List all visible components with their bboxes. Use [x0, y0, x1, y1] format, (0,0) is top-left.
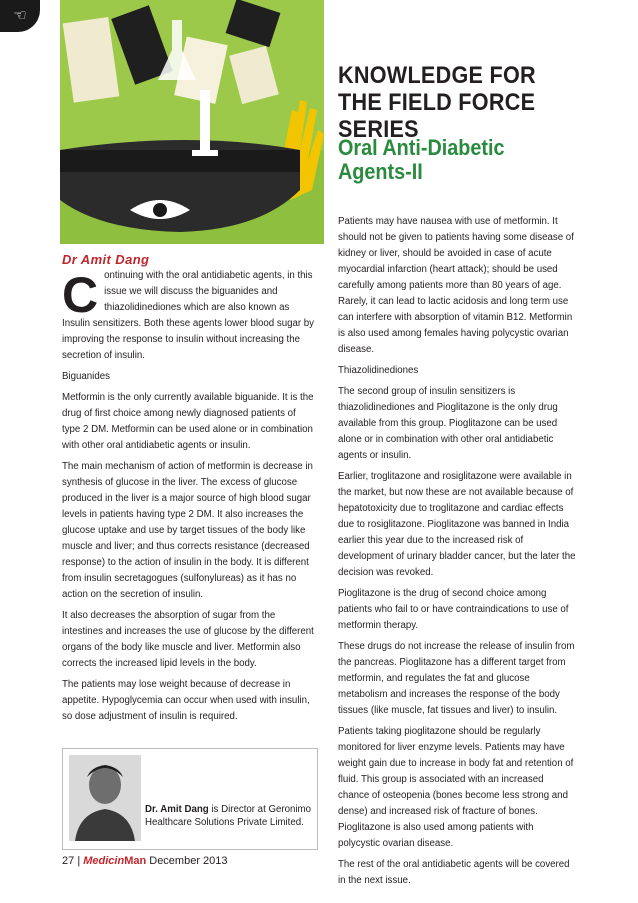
bio-name: Dr. Amit Dang: [145, 804, 209, 815]
header-illustration: [60, 0, 324, 244]
paragraph: The second group of insulin sensitizers is thiazolidinediones and Pioglitazone is the only drug available from this group. Pioglitazone can be used alone or in combination with other oral antidiabetic agents or insulin.: [338, 386, 558, 461]
magazine-brand-part1: Medicin: [83, 855, 125, 867]
author-byline: Dr Amit Dang: [62, 252, 150, 267]
intro-paragraph: [62, 268, 315, 364]
paragraph: These drugs do not increase the release of insulin from the pancreas. Pioglitazone has a different target from metformin, and regulates the fat and glucose metabolism and increases the response of the body tissues (like muscle, fat tissues and liver) to insulin.: [338, 641, 575, 716]
paragraph: Earlier, troglitazone and rosiglitazone were available in the market, but now these are not available because of hepatotoxicity due to troglitazone and cardiac effects due to rosiglitazone. Pioglitazone was banned in India earlier this year due to the increased risk of development of urinary bladder cancer, but the later the decision was revoked.: [338, 471, 576, 578]
bio-description: is Director at Geronimo Healthcare Solutions Private Limited.: [145, 804, 311, 828]
corner-tab: [0, 0, 40, 32]
paragraph: Patients taking pioglitazone should be regularly monitored for liver enzyme levels. Patients may have weight gain due to increase in body fat and retention of fluid. This group is associated with an increased chance of osteopenia (bones become less strong and dense) and increased risk of fracture of bones. Pioglitazone is also used among patients with polycystic ovarian disease.: [338, 726, 574, 849]
drop-cap: C: [62, 267, 99, 323]
paragraph: Metformin is the only currently available biguanide. It is the drug of first choice among newly diagnosed patients of type 2 DM. Metformin can be used alone or in combination with other oral antidiabetic agents or insulin.: [62, 392, 314, 451]
section-heading-thiazolidinediones: Thiazolidinediones: [338, 365, 419, 376]
paragraph: The rest of the oral antidiabetic agents will be covered in the next issue.: [338, 859, 570, 886]
paragraph: The main mechanism of action of metformin is decrease in synthesis of glucose in the liver. The excess of glucose produced in the liver is a major source of high blood sugar levels in patients having type 2 DM. It also increases the glucose uptake and use by target tissues of the body like muscle and liver; and thus corrects resistance (decreased response) to the action of insulin in the body. It is different from insulin secretagogues (sulfonylureas) as it has no action on the secretion of insulin.: [62, 461, 313, 600]
hand-pointer-icon: ☜: [13, 7, 27, 24]
paragraph: It also decreases the absorption of sugar from the intestines and increases the use of glucose by the different organs of the body like muscle and liver. Metformin also corrects the increased lipid levels in the body.: [62, 610, 314, 669]
magazine-brand-part2: Man: [124, 855, 147, 867]
author-bio-box: [62, 748, 318, 850]
author-bio-text: [145, 803, 311, 829]
series-title: KNOWLEDGE FOR THE FIELD FORCE SERIES: [338, 62, 536, 143]
paragraph: Patients may have nausea with use of metformin. It should not be given to patients having some disease of kidney or liver, should be avoided in case of acute myocardial infarction (heart attack); should be used carefully among patients more than 80 years of age. Rarely, it can lead to lactic acidosis and long term use can interfere with absorption of vitamin B12. Metformin is also used among females having polycystic ovarian disease.: [338, 216, 574, 355]
page-footer: [62, 855, 228, 867]
right-column: [338, 214, 576, 894]
issue-date: December 2013: [149, 855, 228, 867]
section-heading-biguanides: Biguanides: [62, 371, 110, 382]
paragraph: Pioglitazone is the drug of second choice among patients who fail to or have contraindications to use of metformin therapy.: [338, 588, 569, 631]
footer-separator: |: [77, 855, 81, 867]
page-number: 27: [62, 855, 75, 867]
left-column: [62, 268, 315, 730]
author-photo: [69, 755, 141, 841]
paragraph: The patients may lose weight because of decrease in appetite. Hypoglycemia can occur when used with insulin, so dose adjustment of insulin is required.: [62, 679, 310, 722]
article-title: Oral Anti-Diabetic Agents-II: [338, 135, 505, 184]
paragraph-text: ontinuing with the oral antidiabetic agents, in this issue we will discuss the biguanides and thiazolidinediones which are also known as Insulin sensitizers. Both these agents lower blood sugar by improving the response to insulin without increasing the secretion of insulin.: [62, 270, 315, 361]
